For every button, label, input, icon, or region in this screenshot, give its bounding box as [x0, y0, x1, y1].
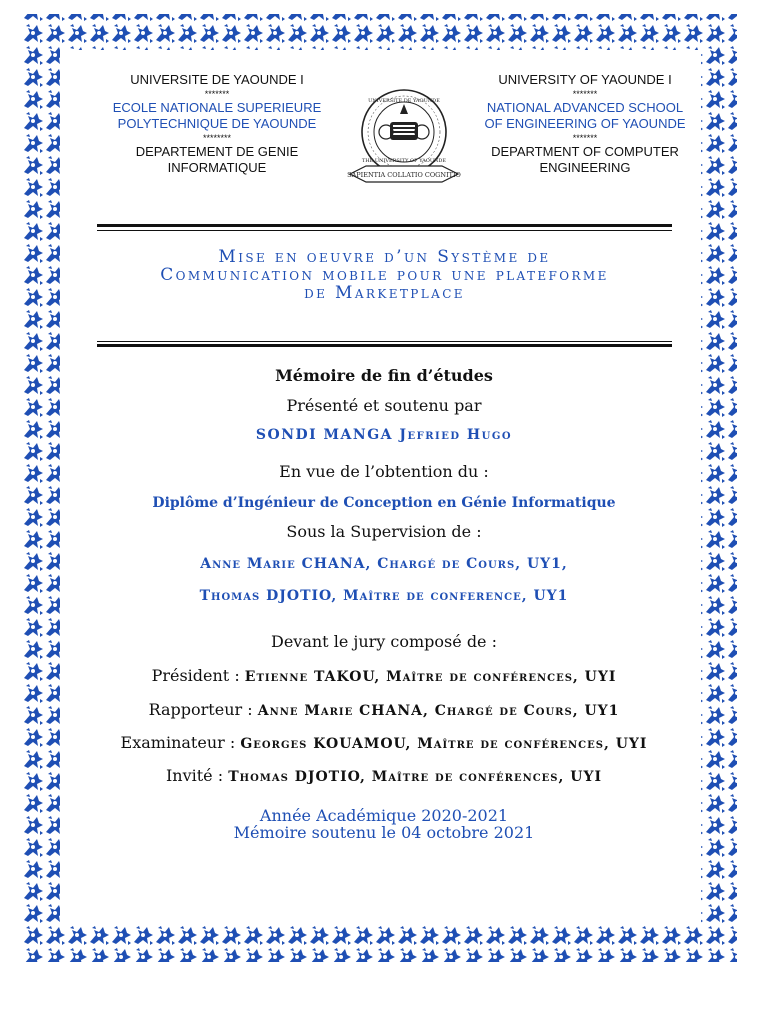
department-en-line2: ENGINEERING	[539, 160, 631, 175]
jury-row	[60, 733, 708, 752]
jury-member: Anne Marie CHANA, Chargé de Cours, UY1	[257, 703, 620, 719]
university-fr: UNIVERSITE DE YAOUNDE I	[130, 72, 304, 87]
separator: ********	[202, 132, 232, 143]
separator: *******	[204, 88, 230, 99]
supervisor-1: Anne Marie CHANA, Chargé de Cours, UY1,	[200, 556, 568, 572]
separator: *******	[572, 132, 598, 143]
defense-date: Mémoire soutenu le 04 octobre 2021	[233, 823, 535, 842]
jury-row	[60, 700, 708, 719]
title-line3: de Marketplace	[304, 283, 465, 303]
university-seal-logo	[346, 82, 462, 192]
title-line2: Communication mobile pour une plateforme	[160, 265, 609, 285]
jury-member: Georges KOUAMOU, Maître de conférences, UYI	[240, 736, 648, 752]
jury-role: Président :	[151, 666, 245, 685]
school-en-line1: NATIONAL ADVANCED SCHOOL	[486, 99, 684, 115]
seal-motto: SAPIENTIA COLLATIO COGNITIO	[347, 171, 461, 179]
author-name: SONDI MANGA Jefried Hugo	[255, 427, 513, 443]
header-left	[97, 72, 337, 177]
title-rule-top-thin	[97, 230, 672, 231]
obtention-label: En vue de l’obtention du :	[279, 462, 489, 481]
jury-role: Examinateur :	[120, 733, 241, 752]
separator: *******	[572, 88, 598, 99]
jury-role: Invité :	[165, 766, 229, 785]
jury-row	[60, 666, 708, 685]
jury-member: Thomas DJOTIO, Maître de conférences, UYI	[228, 769, 603, 785]
department-en-line1: DEPARTMENT OF COMPUTER	[491, 143, 679, 159]
school-en-line2: OF ENGINEERING OF YAOUNDE	[484, 116, 686, 131]
university-en: UNIVERSITY OF YAOUNDE I	[498, 72, 672, 87]
title-rule-top	[97, 224, 672, 227]
seal-top-text: UNIVERSITE DE YAOUNDE	[368, 98, 440, 104]
supervisor-2: Thomas DJOTIO, Maître de conference, UY1	[199, 588, 569, 604]
department-fr-line2: INFORMATIQUE	[167, 160, 267, 175]
header-right	[450, 72, 720, 177]
memoire-label: Mémoire de fin d’études	[275, 366, 493, 385]
supervision-label: Sous la Supervision de :	[286, 522, 482, 541]
school-fr-line1: ECOLE NATIONALE SUPERIEURE	[112, 99, 322, 115]
school-fr-line2: POLYTECHNIQUE DE YAOUNDE	[117, 116, 317, 131]
jury-member: Etienne TAKOU, Maître de conférences, UYI	[244, 669, 617, 685]
jury-row	[60, 766, 708, 785]
department-fr-line1: DEPARTEMENT DE GENIE	[135, 143, 299, 159]
seal-bottom-text: THE UNIVERSITY OF YAOUNDE	[361, 158, 447, 164]
title-rule-bottom-thin	[97, 341, 672, 342]
jury-role: Rapporteur :	[148, 700, 258, 719]
presented-by: Présenté et soutenu par	[286, 396, 482, 415]
diploma-name: Diplôme d’Ingénieur de Conception en Génie Informatique	[152, 495, 616, 511]
title-rule-bottom	[97, 344, 672, 347]
jury-intro: Devant le jury composé de :	[271, 632, 497, 651]
thesis-title	[97, 248, 672, 302]
title-line1: Mise en oeuvre d’un Système de	[218, 247, 551, 267]
academic-year: Année Académique 2020-2021	[259, 806, 509, 825]
